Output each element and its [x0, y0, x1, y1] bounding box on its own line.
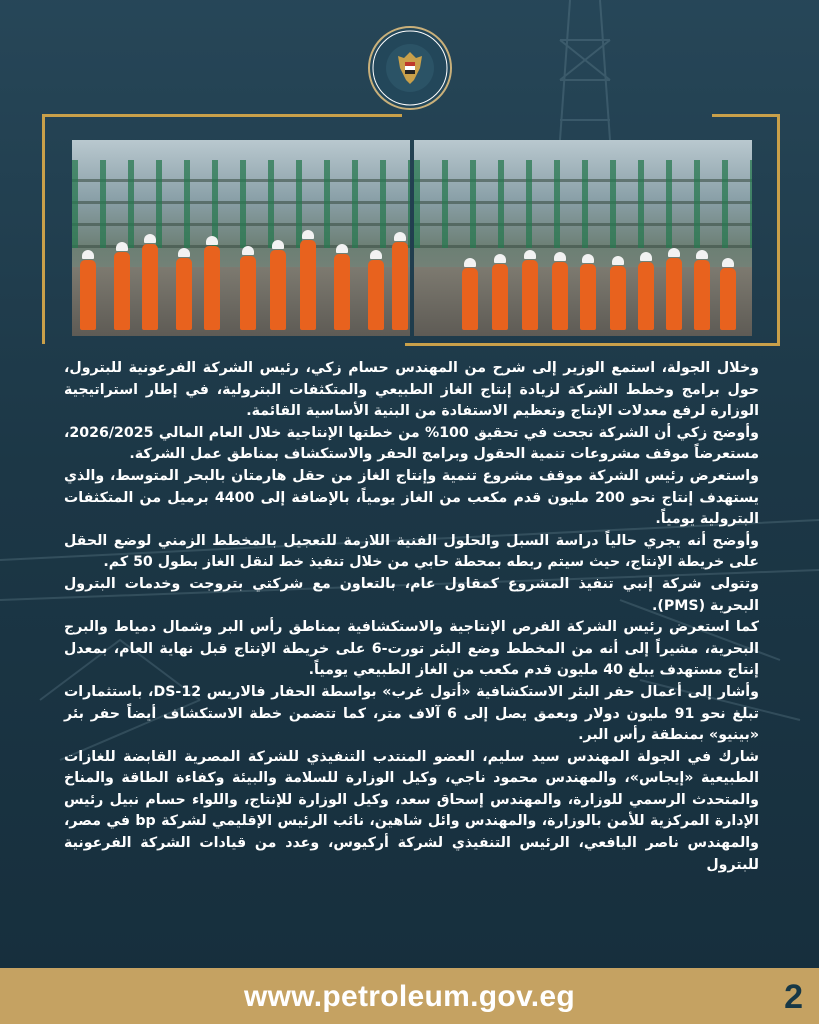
ministry-logo — [368, 26, 452, 110]
field-visit-photo-right — [414, 140, 752, 336]
article-paragraph: وأوضح أنه يجري حالياً دراسة السبل والحلول الفنية اللازمة للتعجيل بالمخطط الزمني لوضع الحقل على خريطة الإنتاج، حيث سيتم ربطه بمحطة حابي من خلال تنفيذ خط لنقل الغاز بطول 50 كم. — [64, 532, 759, 571]
article-paragraph: وأشار إلى أعمال حفر البئر الاستكشافية «أتول غرب» بواسطة الحفار فالاريس DS-12، باستثمارات تبلغ نحو 91 مليون دولار وبعمق يصل إلى 6 آلاف متر، كما تتضمن خطة الاستكشاف أيضاً حفر بئر «بينيو» بمنطقة رأس البر. — [64, 683, 759, 744]
article-paragraph: وأوضح زكي أن الشركة نجحت في تحقيق 100% من خطتها الإنتاجية خلال العام المالي 2026/2025، مستعرضاً موقف مشروعات تنمية الحقول وبرامج الحفر والاستكشاف بمناطق عمل الشركة. — [64, 424, 759, 463]
article-paragraph: واستعرض رئيس الشركة موقف مشروع تنمية وإنتاج الغاز من حقل هارمتان بالبحر المتوسط، والذي يستهدف إنتاج نحو 200 مليون قدم مكعب من الغاز يومياً، بالإضافة إلى 4400 برميل من المتكثفات البترولية يومياً. — [64, 467, 759, 528]
page-number: 2 — [784, 978, 803, 1016]
field-visit-photo-left — [72, 140, 410, 336]
photo-gallery — [72, 140, 752, 336]
frame-corner-top-left-h — [42, 114, 402, 117]
article-paragraph: كما استعرض رئيس الشركة الفرص الإنتاجية والاستكشافية بمناطق رأس البر وشمال دمياط والبرج البحرية، مشيراً إلى أنه من المخطط وضع البئر تورت-6 على خريطة الإنتاج قبل نهاية العام، بمعدل إنتاج مستهدف يبلغ 40 مليون قدم مكعب من الغاز الطبيعي يومياً. — [64, 619, 759, 679]
article-paragraph: وتتولى شركة إنبي تنفيذ المشروع كمقاول عام، بالتعاون مع شركتي بتروجت وخدمات البترول البحرية (PMS). — [64, 575, 759, 614]
article-paragraph: شارك في الجولة المهندس سيد سليم، العضو المنتدب التنفيذي للشركة المصرية القابضة للغازات الطبيعية «إيجاس»، والمهندس محمود ناجي، وكيل الوزارة للسلامة والبيئة وكفاءة الطاقة والمناخ والمتحدث الرسمي للوزارة، والمهندس إسحاق سعد، وكيل الوزارة للإنتاج، واللواء حسام نبيل رئيس الإدارة المركزية للأمن بالوزارة، والمهندس وائل شاهين، نائب الرئيس الإقليمي لشركة bp في مصر، والمهندس ناصر اليافعي، الرئيس التنفيذي لشركة أركيوس، وعدد من قيادات الشركة الفرعونية للبترول — [64, 748, 759, 873]
website-link[interactable]: www.petroleum.gov.eg — [243, 980, 576, 1013]
article-body — [64, 358, 759, 876]
frame-corner-top-left — [42, 114, 74, 344]
ministry-emblem-icon — [370, 28, 450, 108]
article-paragraph: وخلال الجولة، استمع الوزير إلى شرح من المهندس حسام زكي، رئيس الشركة الفرعونية للبترول، حول برامج وخطط الشركة لزيادة إنتاج الغاز الطبيعي والمتكثفات البترولية، في إطار استراتيجية الوزارة لرفع معدلات الإنتاج وتعظيم الاستفادة من البنية الأساسية القائمة. — [64, 360, 759, 420]
